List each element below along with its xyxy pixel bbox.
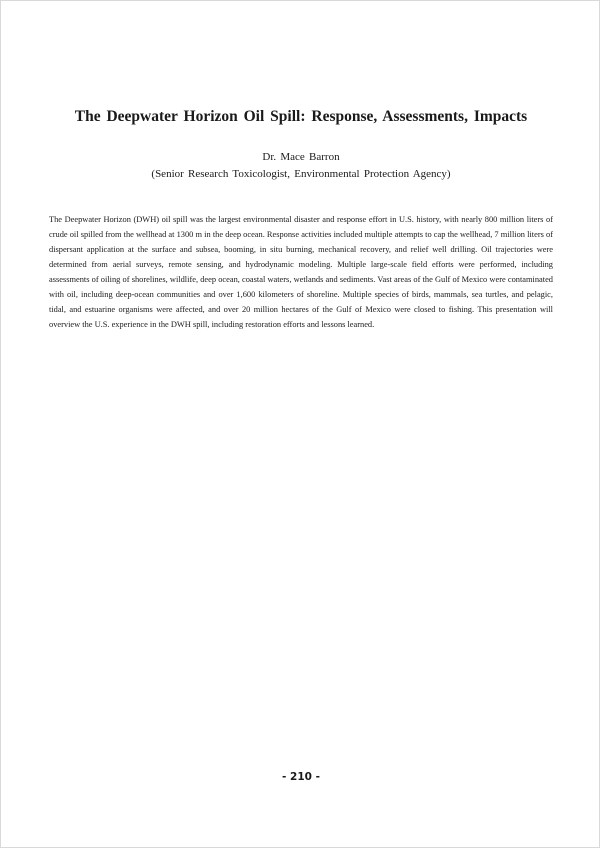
abstract-text: The Deepwater Horizon (DWH) oil spill was the largest environmental disaster and response effort in U.S. history, with nearly 800 million liters of crude oil spilled from the wellhead at 1300 m in the deep ocean. Response activities included multiple attempts to cap the wellhead, 7 million liters of dispersant application at the surface and subsea, booming, in situ burning, mechanical recovery, and relief well drilling. Oil trajectories were determined from aerial surveys, remote sensing, and hydrodynamic modeling. Multiple large-scale field efforts were performed, including assessments of oiling of shorelines, wildlife, deep ocean, coastal waters, wetlands and sediments. Vast areas of the Gulf of Mexico were contaminated with oil, including deep-ocean communities and over 1,600 kilometers of shoreline. Multiple species of birds, mammals, sea turtles, and pelagic, tidal, and estuarine organisms were affected, and over 20 million hectares of the Gulf of Mexico were closed to fishing. This presentation will overview the U.S. experience in the DWH spill, including restoration efforts and lessons learned. bbox=[49, 215, 553, 329]
author-affiliation: (Senior Research Toxicologist, Environmental Protection Agency) bbox=[151, 168, 451, 180]
paper-title: The Deepwater Horizon Oil Spill: Response, Assessments, Impacts bbox=[74, 108, 528, 125]
author-name: Dr. Mace Barron bbox=[262, 151, 340, 163]
page-number: - 210 - bbox=[282, 771, 320, 783]
